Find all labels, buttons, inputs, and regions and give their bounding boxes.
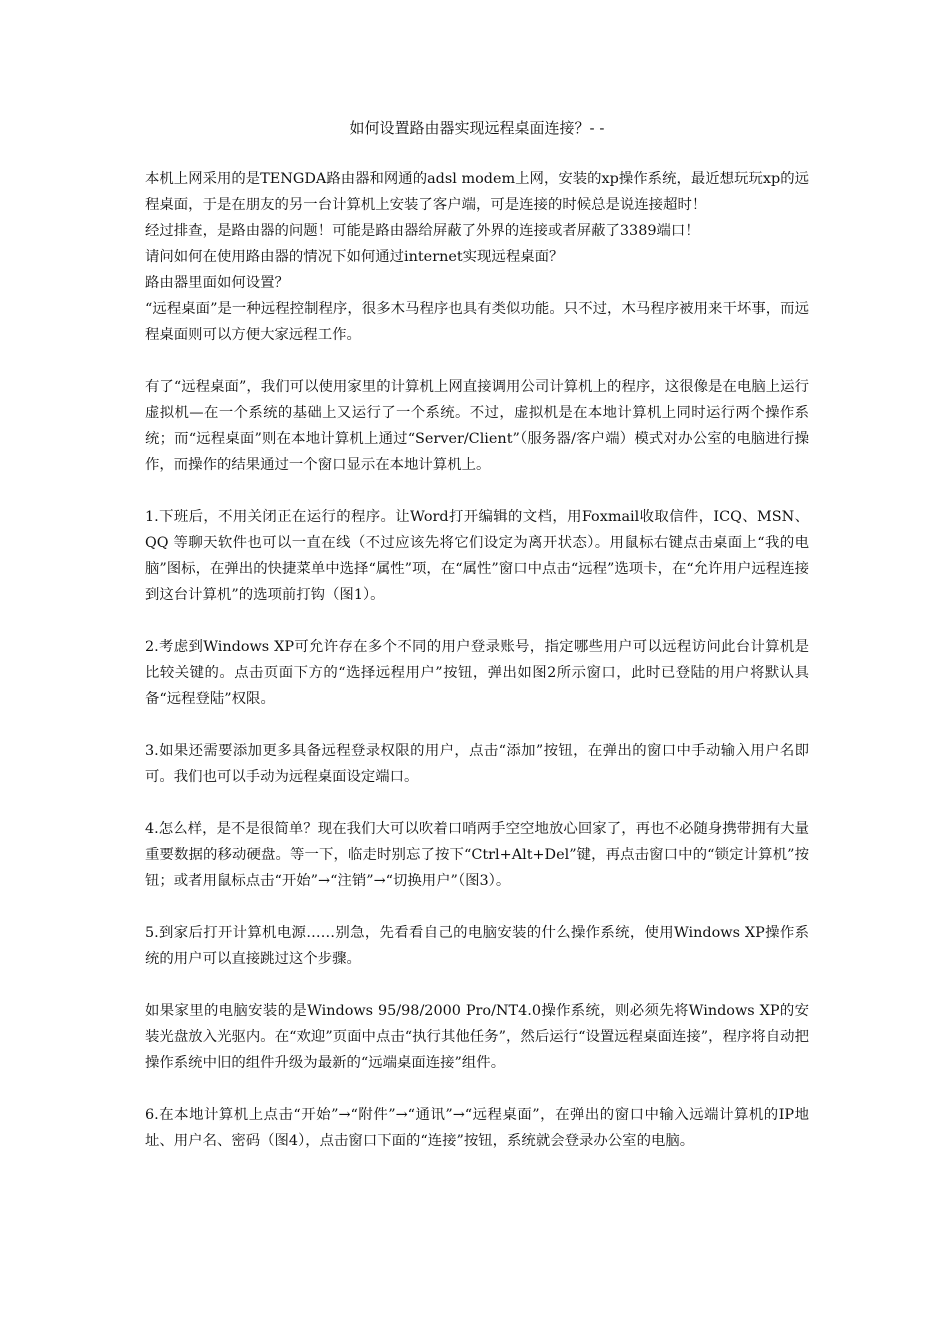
paragraph-gap: [145, 712, 809, 738]
paragraph-step-1: 1.下班后，不用关闭正在运行的程序。让Word打开编辑的文档，用Foxmail收取信件，ICQ、MSN、QQ 等聊天软件也可以一直在线（不过应该先将它们设定为离开状态）。用鼠标右键点击桌面上“我的电脑”图标，在弹出的快捷菜单中选择“属性”项，在“属性”窗口中点击“远程”选项卡，在“允许用户远程连接到这台计算机”的选项前打钩（图1）。: [145, 509, 809, 603]
document-body: [145, 166, 809, 1154]
paragraph-remote-desktop-explanation: 有了“远程桌面”，我们可以使用家里的计算机上网直接调用公司计算机上的程序，这很像是在电脑上运行虚拟机—在一个系统的基础上又运行了一个系统。不过，虚拟机是在本地计算机上同时运行两个操作系统；而“远程桌面”则在本地计算机上通过“Server/Client”（服务器/客户端）模式对办公室的电脑进行操作，而操作的结果通过一个窗口显示在本地计算机上。: [145, 379, 809, 473]
paragraph-gap: [145, 894, 809, 920]
paragraph-step-3: 3.如果还需要添加更多具备远程登录权限的用户，点击“添加”按钮，在弹出的窗口中手动输入用户名即可。我们也可以手动为远程桌面设定端口。: [145, 743, 809, 785]
paragraph-intro: 本机上网采用的是TENGDA路由器和网通的adsl modem上网，安装的xp操作系统，最近想玩玩xp的远程桌面，于是在朋友的另一台计算机上安装了客户端，可是连接的时候总是说连接超时！: [145, 171, 809, 213]
paragraph-step-6: 6.在本地计算机上点击“开始”→“附件”→“通讯”→“远程桌面”，在弹出的窗口中输入远端计算机的IP地址、用户名、密码（图4），点击窗口下面的“连接”按钮，系统就会登录办公室的电脑。: [145, 1107, 809, 1149]
paragraph-gap: [145, 608, 809, 634]
paragraph-step-2: 2.考虑到Windows XP可允许存在多个不同的用户登录账号，指定哪些用户可以远程访问此台计算机是比较关键的。点击页面下方的“选择远程用户”按钮，弹出如图2所示窗口，此时已登陆的用户将默认具备“远程登陆”权限。: [145, 639, 809, 707]
paragraph-step-5-note: 如果家里的电脑安装的是Windows 95/98/2000 Pro/NT4.0操作系统，则必须先将Windows XP的安装光盘放入光驱内。在“欢迎”页面中点击“执行其他任务”，然后运行“设置远程桌面连接”，程序将自动把操作系统中旧的组件升级为最新的“远端桌面连接”组件。: [145, 1003, 809, 1071]
paragraph-diagnosis: 经过排查，是路由器的问题！可能是路由器给屏蔽了外界的连接或者屏蔽了3389端口！: [145, 223, 700, 239]
paragraph-gap: [145, 1076, 809, 1102]
paragraph-step-4: 4.怎么样，是不是很简单？现在我们大可以吹着口哨两手空空地放心回家了，再也不必随身携带拥有大量重要数据的移动硬盘。等一下，临走时别忘了按下“Ctrl+Alt+Del”键，再点击窗口中的“锁定计算机”按钮；或者用鼠标点击“开始”→“注销”→“切换用户”（图3）。: [145, 821, 809, 889]
document-title: 如何设置路由器实现远程桌面连接？- -: [349, 119, 605, 137]
paragraph-gap: [145, 790, 809, 816]
paragraph-step-5: 5.到家后打开计算机电源……别急，先看看自己的电脑安装的什么操作系统，使用Windows XP操作系统的用户可以直接跳过这个步骤。: [145, 925, 809, 967]
paragraph-question: 请问如何在使用路由器的情况下如何通过internet实现远程桌面？: [145, 249, 564, 265]
paragraph-gap: [145, 972, 809, 998]
paragraph-gap: [145, 478, 809, 504]
paragraph-gap: [145, 348, 809, 374]
paragraph-remote-desktop-definition: “远程桌面”是一种远程控制程序，很多木马程序也具有类似功能。只不过，木马程序被用来干坏事，而远程桌面则可以方便大家远程工作。: [145, 301, 809, 343]
paragraph-router-question: 路由器里面如何设置？: [145, 275, 289, 291]
